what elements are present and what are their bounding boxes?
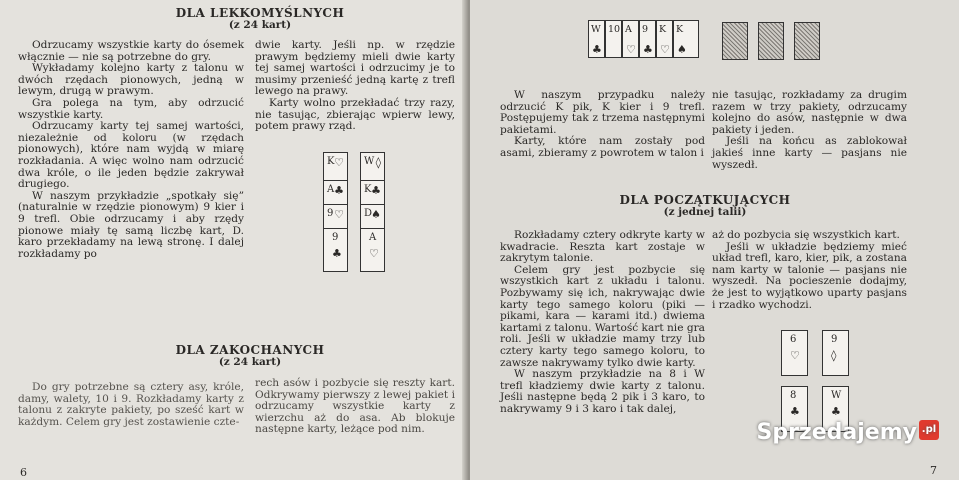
paragraph: Do gry potrzebne są cztery asy, króle, damy, walety, 10 i 9. Rozkładamy karty z talonu z zakryte pakiety, po sześć kart w każdym. Celem gry jest zostawienie czte- xyxy=(18,381,244,428)
playing-card: 9 ◊ xyxy=(822,330,849,376)
subheading-lekkomyslnych: (z 24 kart) xyxy=(228,19,292,31)
heading-poczatkujacych: DLA POCZĄTKUJĄCYCH xyxy=(619,193,791,207)
paragraph: Rozkładamy cztery odkryte karty w kwadracie. Reszta kart zostaje w zakrytym talonie. xyxy=(500,229,705,265)
paragraph: Odrzucamy karty tej samej wartości, niezależnie od koloru (w rzędach pionowych), które nam wyjdą w miarę rozkładania. A więc wolno nam odrzucić dwa króle, o ile jeden będzie zakrywał drugiego. xyxy=(18,120,244,191)
paragraph: W naszym przypadku należy odrzucić K pik, K kier i 9 trefl. Postępujemy tak z trzema następnymi pakietami. xyxy=(500,89,705,136)
paragraph: Gra polega na tym, aby odrzucić wszystkie karty. xyxy=(18,96,244,121)
subheading-zakochanych: (z 24 kart) xyxy=(218,356,282,368)
playing-card: K ♠ xyxy=(673,20,699,58)
page-number: 6 xyxy=(20,466,27,479)
paragraph: W naszym przykładzie „spotkały się” (naturalnie w rzędzie pionowym) 9 kier i 9 trefl. Obie odrzucamy i aby rzędy pionowe miały tę samą liczbę kart, D. karo przekładamy na lewą stronę. I dalej rozkładamy po xyxy=(18,189,244,260)
playing-card: 9 ♡ xyxy=(323,204,348,237)
playing-card: K ♡ xyxy=(656,20,673,58)
playing-card: 9 ♣ xyxy=(639,20,656,58)
playing-card: A ♡ xyxy=(360,228,385,272)
text-column-2 xyxy=(712,90,907,171)
watermark-badge: .pl xyxy=(919,420,939,440)
playing-card: A ♡ xyxy=(622,20,639,58)
face-down-card xyxy=(758,22,784,60)
playing-card: 10 xyxy=(605,20,622,58)
text-column-3 xyxy=(18,382,244,428)
paragraph: Wykładamy kolejno karty z talonu w dwóch rzędach pionowych, jedną w lewym, drugą w prawym. xyxy=(18,62,244,98)
left-page xyxy=(0,0,468,480)
playing-card: 8 ♣ xyxy=(781,386,808,432)
paragraph: Karty, które nam zostały pod asami, zbieramy z powrotem w talon i xyxy=(500,135,705,159)
face-down-card xyxy=(794,22,820,60)
paragraph: nie tasując, rozkładamy za drugim razem w trzy pakiety, odrzucamy kolejno do asów, następnie w dwa pakiety i jeden. xyxy=(712,89,907,136)
playing-card: K ♡ xyxy=(323,152,348,185)
right-page xyxy=(470,0,959,480)
page-number: 7 xyxy=(930,464,937,477)
paragraph: W naszym przykładzie na 8 i W trefl kładziemy dwie karty z talonu. Jeśli następne będą 2 pik i 3 karo, to nakrywamy 9 i 3 karo i tak dalej, xyxy=(500,368,705,415)
playing-card: W ◊ xyxy=(360,152,385,185)
subheading-poczatkujacych: (z jednej talii) xyxy=(663,206,747,218)
paragraph: Jeśli w układzie będziemy mieć układ trefl, karo, kier, pik, a zostana nam karty w talonie — pasjans nie wyszedł. Na pocieszenie dodajmy, że jest to wyjątkowo uparty pasjans i rzadko wychodzi. xyxy=(712,240,907,311)
playing-card: K ♣ xyxy=(360,180,385,213)
paragraph: Celem gry jest pozbycie się wszystkich kart z układu i talonu. Pozbywamy się ich, nakrywając dwie karty tego samego koloru (piki — pikami, kara — karami itd.) dwiema kartami z talonu. Wartość kart nie gra roli. Jeśli w układzie mamy trzy lub cztery karty tego samego koloru, to zawsze nakrywamy tylko dwie karty. xyxy=(500,263,705,369)
playing-card: 9 ♣ xyxy=(323,228,348,272)
heading-zakochanych: DLA ZAKOCHANYCH xyxy=(175,343,325,357)
paragraph: Odrzucamy wszystkie karty do ósemek włącznie — nie są potrzebne do gry. xyxy=(18,39,244,63)
playing-card: W ♣ xyxy=(588,20,605,58)
paragraph: Jeśli na końcu as zablokował jakieś inne karty — pasjans nie wyszedł. xyxy=(712,135,907,171)
playing-card: A ♣ xyxy=(323,180,348,213)
text-column-1 xyxy=(500,90,705,160)
face-down-card xyxy=(722,22,748,60)
paragraph: dwie karty. Jeśli np. w rzędzie prawym będziemy mieli dwie karty tej samej wartości i odrzucimy je to musimy przenieść jedną kartę z trefl lewego na prawy. xyxy=(255,39,455,98)
text-column-3 xyxy=(500,230,705,416)
paragraph: rech asów i pozbycie się reszty kart. Odkrywamy pierwszy z lewej pakiet i odrzucamy wszystkie karty z wierzchu aż do asa. Ab blokuje następne karty, leżące pod nim. xyxy=(255,377,455,436)
paragraph: Karty wolno przekładać trzy razy, nie tasując, zbierając wpierw lewy, potem prawy rząd. xyxy=(255,96,455,133)
text-column-4 xyxy=(712,230,907,311)
playing-card: 6 ♡ xyxy=(781,330,808,376)
watermark-text: Sprzedajemy xyxy=(756,420,917,445)
text-column-1 xyxy=(18,40,244,260)
heading-lekkomyslnych: DLA LEKKOMYŚLNYCH xyxy=(175,6,345,20)
playing-card: W ♣ xyxy=(822,386,849,432)
text-column-4 xyxy=(255,378,455,436)
watermark xyxy=(757,420,940,445)
playing-card: D ♠ xyxy=(360,204,385,237)
paragraph: aż do pozbycia się wszystkich kart. xyxy=(712,229,900,241)
text-column-2 xyxy=(255,40,455,133)
